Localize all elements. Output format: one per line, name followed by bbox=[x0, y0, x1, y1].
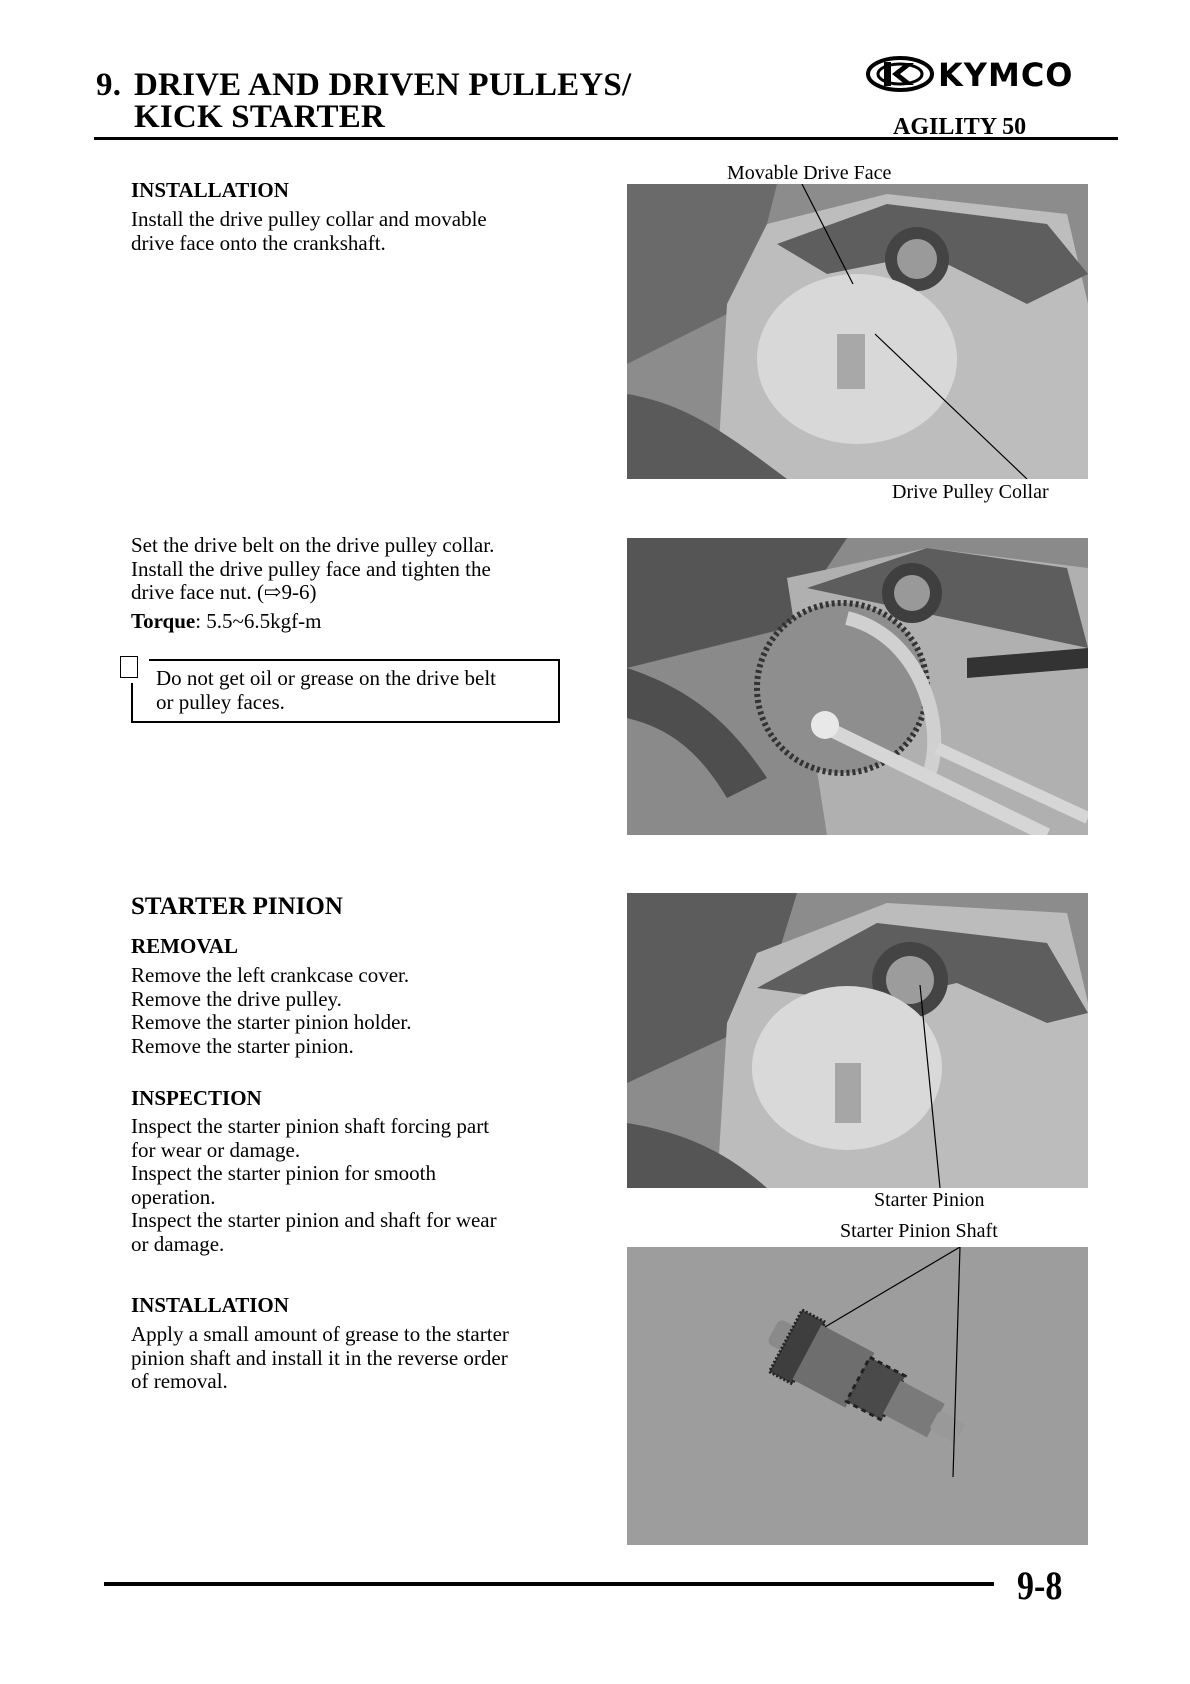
text-line: Install the drive pulley collar and movable bbox=[131, 207, 487, 231]
text-line: Inspect the starter pinion shaft forcing part bbox=[131, 1114, 490, 1138]
text-line: Inspect the starter pinion and shaft for wear bbox=[131, 1208, 497, 1232]
photo-starter-pinion-shaft bbox=[627, 1247, 1088, 1545]
starter-pinion-heading: STARTER PINION bbox=[131, 893, 343, 920]
text-line: or damage. bbox=[131, 1231, 225, 1256]
photo-drive-belt-installation bbox=[627, 538, 1088, 835]
text-line: of removal. bbox=[131, 1369, 228, 1393]
torque-label: Torque bbox=[131, 609, 196, 633]
pinion-installation-text bbox=[131, 1323, 509, 1394]
drive-installation-text bbox=[131, 208, 487, 255]
caution-box bbox=[131, 659, 560, 723]
kymco-logo bbox=[866, 56, 1122, 92]
text-line: Apply a small amount of grease to the starter bbox=[131, 1322, 509, 1346]
photo-drive-face-installation bbox=[627, 184, 1088, 479]
svg-text:KYMCO: KYMCO bbox=[938, 56, 1074, 92]
text-line: Set the drive belt on the drive pulley collar. bbox=[131, 533, 495, 557]
caution-line: Do not get oil or grease on the drive belt bbox=[156, 666, 496, 690]
text-line: Remove the starter pinion. bbox=[131, 1033, 354, 1058]
chapter-title-line1: DRIVE AND DRIVEN PULLEYS/ bbox=[134, 67, 632, 103]
chapter-number: 9. bbox=[96, 67, 122, 103]
page-number: 9-8 bbox=[1017, 1563, 1063, 1608]
chapter-title-line2: KICK STARTER bbox=[134, 99, 385, 135]
label-drive-pulley-collar: Drive Pulley Collar bbox=[892, 481, 1049, 503]
pinion-installation-heading: INSTALLATION bbox=[131, 1293, 289, 1317]
torque-value: : 5.5~6.5kgf-m bbox=[195, 609, 322, 633]
text-line: for wear or damage. bbox=[131, 1137, 301, 1162]
torque-spec bbox=[131, 610, 321, 634]
text-line: operation. bbox=[131, 1184, 216, 1209]
photo-starter-pinion bbox=[627, 893, 1088, 1188]
belt-install-text bbox=[131, 534, 494, 605]
text-line: Remove the drive pulley. bbox=[131, 986, 342, 1011]
label-movable-drive-face: Movable Drive Face bbox=[727, 162, 892, 184]
removal-heading: REMOVAL bbox=[131, 934, 238, 958]
inspection-heading: INSPECTION bbox=[131, 1086, 262, 1110]
kymco-emblem-icon bbox=[866, 56, 1122, 92]
text-line: drive face onto the crankshaft. bbox=[131, 230, 386, 255]
text-line: pinion shaft and install it in the reverse order bbox=[131, 1345, 508, 1370]
text-line: Remove the left crankcase cover. bbox=[131, 963, 410, 987]
text-line: drive face nut. (⇨9-6) bbox=[131, 580, 317, 604]
label-starter-pinion: Starter Pinion bbox=[874, 1189, 985, 1211]
footer-rule bbox=[104, 1582, 994, 1586]
model-name: AGILITY 50 bbox=[893, 114, 1027, 140]
text-line: Remove the starter pinion holder. bbox=[131, 1010, 412, 1034]
caution-line: or pulley faces. bbox=[156, 689, 285, 714]
text-line: Install the drive pulley face and tighten the bbox=[131, 556, 491, 581]
drive-installation-heading: INSTALLATION bbox=[131, 178, 289, 202]
text-line: Inspect the starter pinion for smooth bbox=[131, 1161, 437, 1185]
label-starter-pinion-shaft: Starter Pinion Shaft bbox=[840, 1220, 998, 1242]
inspection-text bbox=[131, 1115, 497, 1256]
removal-text bbox=[131, 964, 412, 1058]
